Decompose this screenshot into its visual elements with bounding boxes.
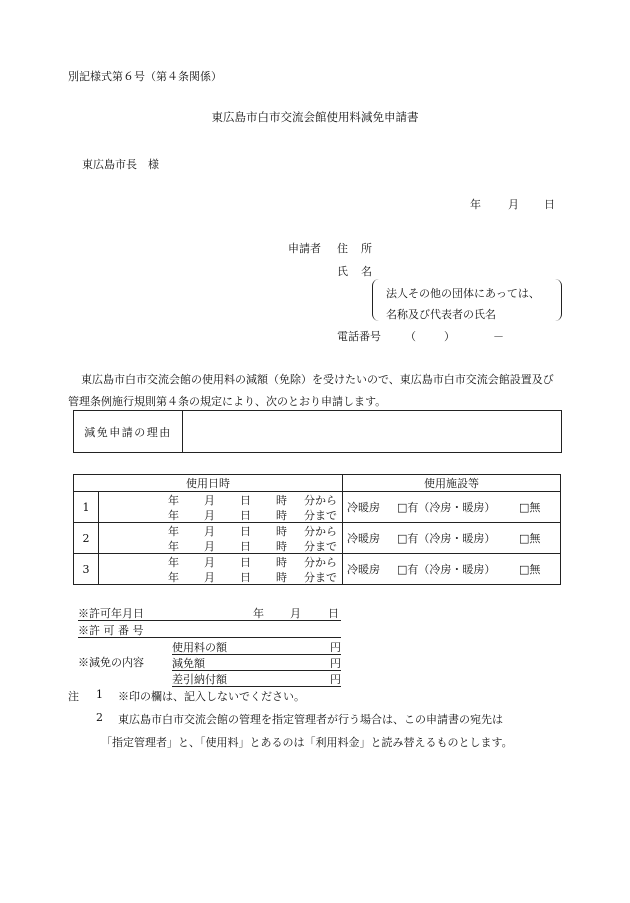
- permit-number-label: ※許 可 番 号: [78, 624, 144, 637]
- bracket-note-line2: 名称及び代表者の氏名: [386, 308, 496, 321]
- row-number: 1: [74, 492, 99, 523]
- note-1-number: 1: [96, 688, 103, 701]
- note-2-line1: 東広島市白市交流会館の管理を指定管理者が行う場合は、この申請書の宛先は: [118, 713, 503, 726]
- facility-cell[interactable]: 冷暖房 □有（冷房・暖房） □無: [343, 523, 561, 554]
- permit-date-row: ※許可年月日 年 月 日: [78, 604, 341, 621]
- form-number-label: 別記様式第６号（第４条関係）: [68, 70, 222, 83]
- reason-box: [73, 410, 562, 453]
- facility-cell[interactable]: 冷暖房 □有（冷房・暖房） □無: [343, 554, 561, 585]
- datetime-header: 使用日時: [74, 475, 343, 492]
- applicant-label: 申請者: [288, 242, 321, 255]
- ac-yes-checkbox: □有（冷房・暖房）: [397, 532, 496, 545]
- document-title: 東広島市白市交流会館使用料減免申請書: [211, 110, 419, 124]
- table-row: [74, 554, 561, 585]
- office-use-block: [78, 604, 341, 686]
- datetime-cell[interactable]: 年 月 日 時 分から 年 月 日 時 分まで: [99, 523, 343, 554]
- date-month[interactable]: 月: [508, 198, 519, 211]
- addressee: 東広島市長 様: [82, 158, 159, 171]
- reason-input[interactable]: [183, 411, 561, 452]
- bracket-note-line1: 法人その他の団体にあっては、: [386, 287, 540, 300]
- reduction-label: ※減免の内容: [78, 656, 144, 669]
- permit-date-label: ※許可年月日: [78, 607, 144, 620]
- fee-amount-row: 使用料の額 円: [172, 638, 341, 655]
- address-field[interactable]: 住所: [337, 242, 385, 255]
- reason-label: 減免申請の理由: [74, 411, 183, 452]
- note-1-text: ※印の欄は、記入しないでください。: [118, 690, 305, 703]
- ac-no-checkbox: □無: [519, 563, 541, 576]
- datetime-cell[interactable]: 年 月 日 時 分から 年 月 日 時 分まで: [99, 492, 343, 523]
- date-day[interactable]: 日: [544, 198, 555, 211]
- table-row: [74, 492, 561, 523]
- net-payment-row: 差引納付額 円: [172, 670, 341, 687]
- phone-paren-close: ）: [444, 330, 455, 343]
- phone-paren-open: （: [405, 330, 416, 343]
- phone-field[interactable]: 電話番号: [337, 330, 381, 343]
- name-field[interactable]: 氏名: [337, 265, 385, 278]
- permit-number-row: [78, 621, 341, 638]
- datetime-cell[interactable]: 年 月 日 時 分から 年 月 日 時 分まで: [99, 554, 343, 585]
- ac-no-checkbox: □無: [519, 501, 541, 514]
- row-number: 3: [74, 554, 99, 585]
- notes-label: 注: [68, 690, 79, 703]
- facility-cell[interactable]: 冷暖房 □有（冷房・暖房） □無: [343, 492, 561, 523]
- usage-table: [73, 474, 561, 585]
- reduction-block: [78, 638, 341, 686]
- ac-yes-checkbox: □有（冷房・暖房）: [397, 501, 496, 514]
- phone-dash: －: [493, 330, 504, 343]
- date-year[interactable]: 年: [470, 198, 481, 211]
- note-2-number: 2: [96, 711, 103, 724]
- table-row: [74, 523, 561, 554]
- facility-header: 使用施設等: [343, 475, 561, 492]
- row-number: 2: [74, 523, 99, 554]
- note-2-line2: 「指定管理者」と、「使用料」とあるのは「利用料金」と読み替えるものとします。: [101, 736, 513, 749]
- ac-no-checkbox: □無: [519, 532, 541, 545]
- usage-table-header: [74, 475, 561, 492]
- reduction-amount-row: 減免額 円: [172, 654, 341, 671]
- ac-yes-checkbox: □有（冷房・暖房）: [397, 563, 496, 576]
- application-statement: 東広島市白市交流会館の使用料の減額（免除）を受けたいので、東広島市白市交流会館設置及び管理条例施行規則第４条の規定により、次のとおり申請します。: [68, 373, 554, 408]
